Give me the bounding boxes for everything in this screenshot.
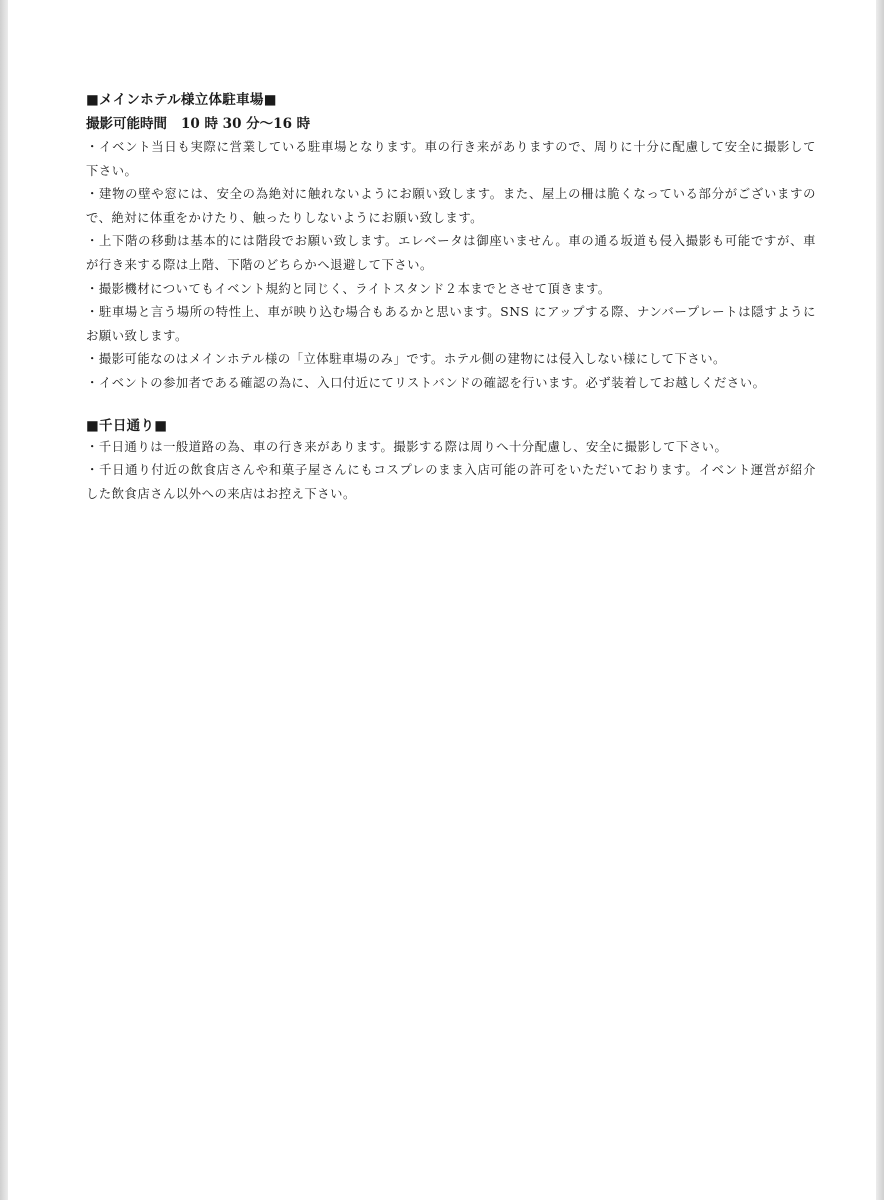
bullet-item: ・イベント当日も実際に営業している駐車場となります。車の行き来がありますので、周りに十分に配慮して安全に撮影して下さい。 (86, 140, 816, 178)
bullet-item: ・千日通りは一般道路の為、車の行き来があります。撮影する際は周りへ十分配慮し、安全に撮影して下さい。 (86, 439, 728, 454)
bullet-item: ・上下階の移動は基本的には階段でお願い致します。エレベータは御座いません。車の通る坂道も侵入撮影も可能ですが、車が行き来する際は上階、下階のどちらかへ退避して下さい。 (86, 234, 816, 272)
section-spacer (86, 396, 816, 416)
document-content (86, 90, 816, 506)
bullet-item: ・千日通り付近の飲食店さんや和菓子屋さんにもコスプレのまま入店可能の許可をいただいております。イベント運営が紹介した飲食店さん以外への来店はお控え下さい。 (86, 463, 816, 501)
section-title: ■千日通り■ (86, 417, 168, 434)
page-edge-left (0, 0, 8, 1200)
section-title: ■メインホテル様立体駐車場■ (86, 92, 277, 108)
bullet-item: ・撮影可能なのはメインホテル様の「立体駐車場のみ」です。ホテル側の建物には侵入しない様にして下さい。 (86, 352, 726, 367)
bullet-item: ・建物の壁や窓には、安全の為絶対に触れないようにお願い致します。また、屋上の柵は脆くなっている部分がございますので、絶対に体重をかけたり、触ったりしないようにお願い致します。 (86, 187, 816, 225)
bullet-item: ・撮影機材についてもイベント規約と同じく、ライトスタンド２本までとさせて頂きます。 (86, 281, 611, 296)
shooting-hours-label: 撮影可能時間 (86, 116, 167, 132)
section-main-hotel-parking (86, 90, 816, 396)
shooting-hours (86, 112, 816, 136)
document-page (8, 0, 876, 1200)
section-sennichi-street (86, 416, 816, 507)
page-edge-right (876, 0, 884, 1200)
shooting-hours-time: 10 時 30 分〜16 時 (181, 116, 311, 132)
bullet-item: ・駐車場と言う場所の特性上、車が映り込む場合もあるかと思います。SNS にアップする際、ナンバープレートは隠すようにお願い致します。 (86, 305, 816, 343)
bullet-item: ・イベントの参加者である確認の為に、入口付近にてリストバンドの確認を行います。必ず装着してお越しください。 (86, 375, 766, 390)
